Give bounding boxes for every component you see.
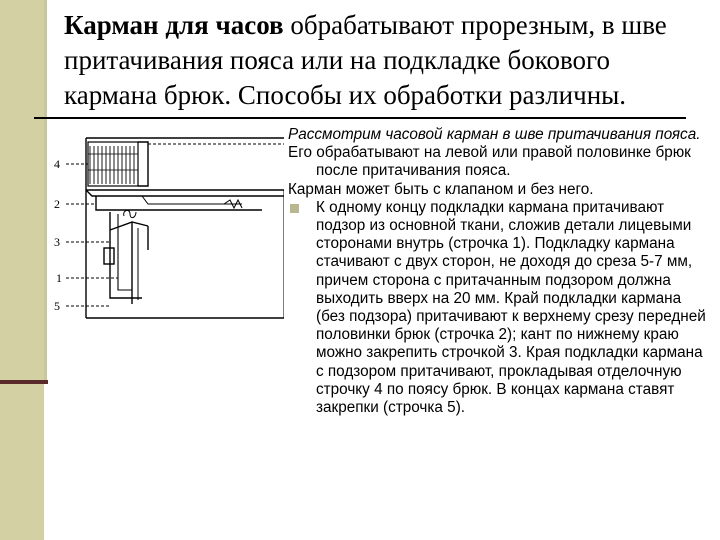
text-content [288, 126, 713, 417]
bullet-list-item [288, 199, 713, 417]
figure-label-2: 2 [54, 197, 60, 211]
title-divider [34, 117, 686, 119]
title-bold-phrase: Карман для часов [64, 10, 284, 40]
intro-paragraph: Рассмотрим часовой карман в шве притачивания пояса. [288, 126, 701, 143]
sidebar-edge-line [44, 0, 47, 382]
third-paragraph: Карман может быть с клапаном и без него. [288, 180, 594, 198]
bullet-text: К одному концу подкладки кармана притачивают подзор из основной ткани, сложив детали лицевыми сторонами внутрь (строчка 1). Подкладку кармана стачивают с двух сторон, не доходя до среза 5-7 мм, причем сторона с притачанным подзором должна выходить вверх на 20 мм. Край подкладки кармана (без подзора) притачивают к верхнему срезу передней половинки брюк (строчка 2); кант по нижнему краю можно закрепить строчкой 3. Края подкладки кармана с подзором притачивают, прокладывая отделочную строчку 4 по поясу брюк. В концах кармана ставят закрепки (строчка 5). [316, 198, 706, 417]
slide-title [64, 8, 704, 113]
second-paragraph: Его обрабатывают на левой или правой половинке брюк после притачивания пояса. [288, 144, 691, 180]
pocket-diagram [52, 130, 284, 328]
bullet-square-icon [290, 204, 299, 213]
figure-label-1: 1 [56, 271, 62, 285]
sidebar-accent-mark [0, 380, 48, 384]
title-rest: обрабатывают прорезным, в шве притачивания пояса или на подкладке бокового кармана брюк. Способы их обработки различны. [64, 10, 667, 110]
decorative-sidebar [0, 0, 44, 540]
figure-label-3: 3 [54, 235, 60, 249]
figure-label-5: 5 [54, 299, 60, 313]
figure-label-4: 4 [54, 157, 60, 171]
